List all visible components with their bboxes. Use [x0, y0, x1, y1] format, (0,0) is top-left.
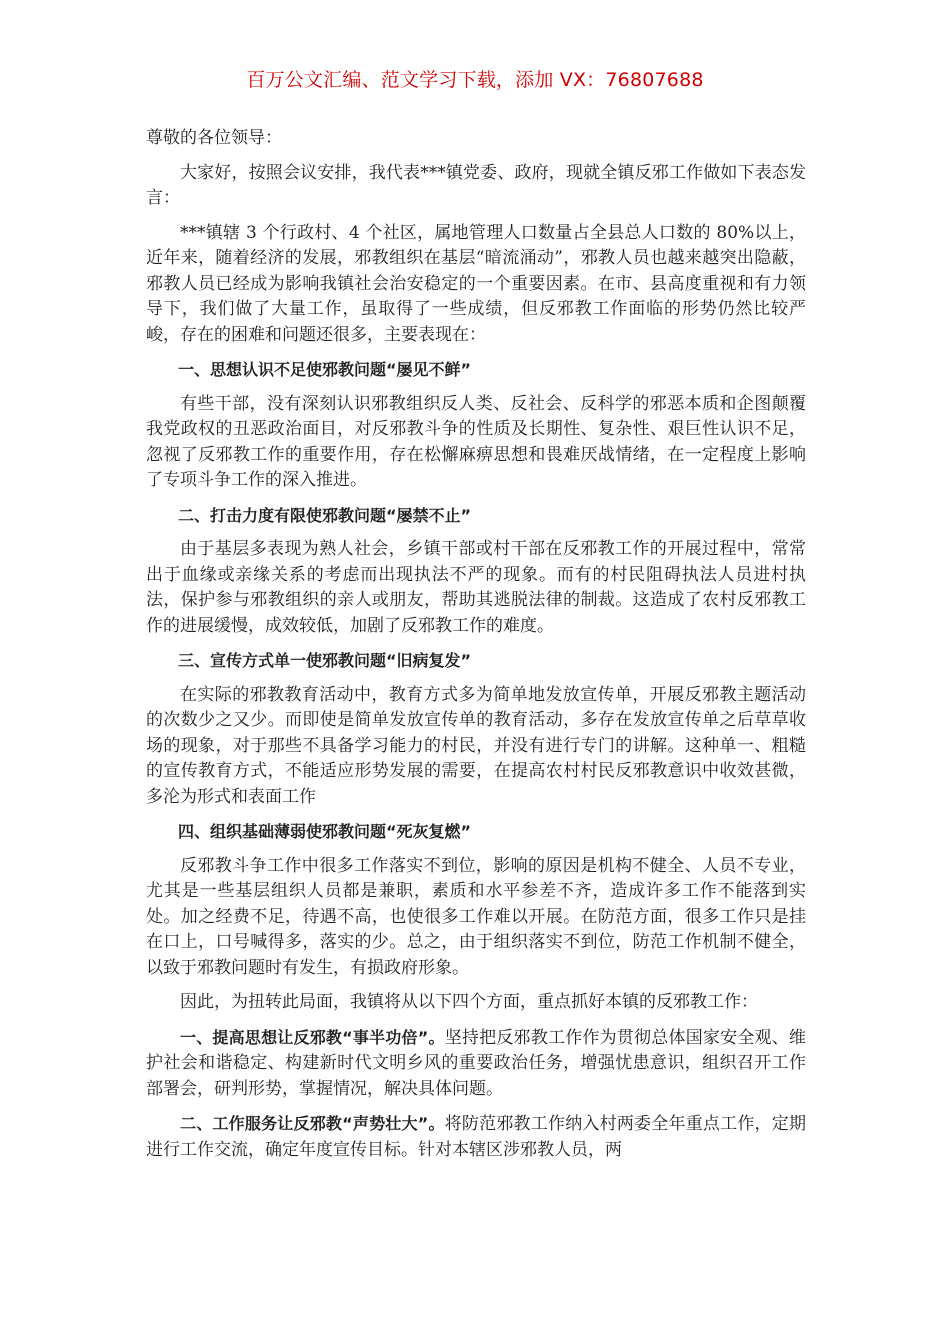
transition-paragraph: 因此，为扭转此局面，我镇将从以下四个方面，重点抓好本镇的反邪教工作：	[180, 992, 758, 1012]
problem-heading-1: 一、思想认识不足使邪教问题“屡见不鲜”	[178, 360, 472, 379]
measure-body-1: 坚持把反邪教工作作为贯彻总体国家安全观、维护社会和谐稳定、构建新时代文明乡风的重要政治任务，增强忧患意识，组织召开工作部署会，研判形势，掌握情况，解决具体问题。	[146, 1027, 806, 1099]
problem-body-4: 反邪教斗争工作中很多工作落实不到位，影响的原因是机构不健全、人员不专业，尤其是一些基层组织人员都是兼职，素质和水平参差不齐，造成许多工作不能落到实处。加之经费不足，待遇不高，也使很多工作难以开展。在防范方面，很多工作只是挂在口上，口号喊得多，落实的少。总之，由于组织落实不到位，防范工作机制不健全，以致于邪教问题时有发生，有损政府形象。	[146, 855, 806, 978]
intro-paragraph: 大家好，按照会议安排，我代表***镇党委、政府，现就全镇反邪工作做如下表态发言：	[146, 162, 806, 208]
document-body	[146, 126, 806, 1172]
measure-heading-1: 一、提高思想让反邪教“事半功倍”。	[180, 1027, 445, 1047]
problem-body-3: 在实际的邪教教育活动中，教育方式多为简单地发放宣传单，开展反邪教主题活动的次数少之又少。而即使是简单发放宣传单的教育活动，多存在发放宣传单之后草草收场的现象，对于那些不具备学习能力的村民，并没有进行专门的讲解。这种单一、粗糙的宣传教育方式，不能适应形势发展的需要，在提高农村村民反邪教意识中收效甚微，多沦为形式和表面工作	[146, 684, 806, 807]
problem-heading-2: 二、打击力度有限使邪教问题“屡禁不止”	[178, 505, 472, 525]
problem-heading-4: 四、组织基础薄弱使邪教问题“死灰复燃”	[178, 822, 472, 841]
salutation: 尊敬的各位领导：	[146, 128, 282, 148]
measure-heading-2: 二、工作服务让反邪教“声势壮大”。	[180, 1114, 445, 1133]
measure-paragraph-2	[146, 1111, 806, 1163]
problem-heading-3: 三、宣传方式单一使邪教问题“旧病复发”	[178, 651, 472, 670]
problem-body-1: 有些干部，没有深刻认识邪教组织反人类、反社会、反科学的邪恶本质和企图颠覆我党政权的丑恶政治面目，对反邪教斗争的性质及长期性、复杂性、艰巨性认识不足，忽视了反邪教工作的重要作用，存在松懈麻痹思想和畏难厌战情绪，在一定程度上影响了专项斗争工作的深入推进。	[146, 393, 806, 490]
problem-body-2: 由于基层多表现为熟人社会，乡镇干部或村干部在反邪教工作的开展过程中，常常出于血缘或亲缘关系的考虑而出现执法不严的现象。而有的村民阻碍执法人员进村执法，保护参与邪教组织的亲人或朋友，帮助其逃脱法律的制裁。这造成了农村反邪教工作的进展缓慢，成效较低，加剧了反邪教工作的难度。	[146, 539, 806, 636]
background-paragraph: ***镇辖 3 个行政村、4 个社区，属地管理人口数量占全县总人口数的 80%以上，近年来，随着经济的发展，邪教组织在基层“暗流涌动”，邪教人员也越来越突出隐蔽，邪教人员已经成为影响我镇社会治安稳定的一个重要因素。在市、县高度重视和有力领导下，我们做了大量工作，虽取得了一些成绩，但反邪教工作面临的形势仍然比较严峻，存在的困难和问题还很多，主要表现在：	[146, 222, 806, 345]
measure-body-2: 将防范邪教工作纳入村两委全年重点工作，定期进行工作交流，确定年度宣传目标。针对本辖区涉邪教人员，两	[146, 1114, 806, 1160]
header-banner: 百万公文汇编、范文学习下载，添加 VX：76807688	[246, 69, 704, 91]
measure-paragraph-1	[146, 1025, 806, 1103]
